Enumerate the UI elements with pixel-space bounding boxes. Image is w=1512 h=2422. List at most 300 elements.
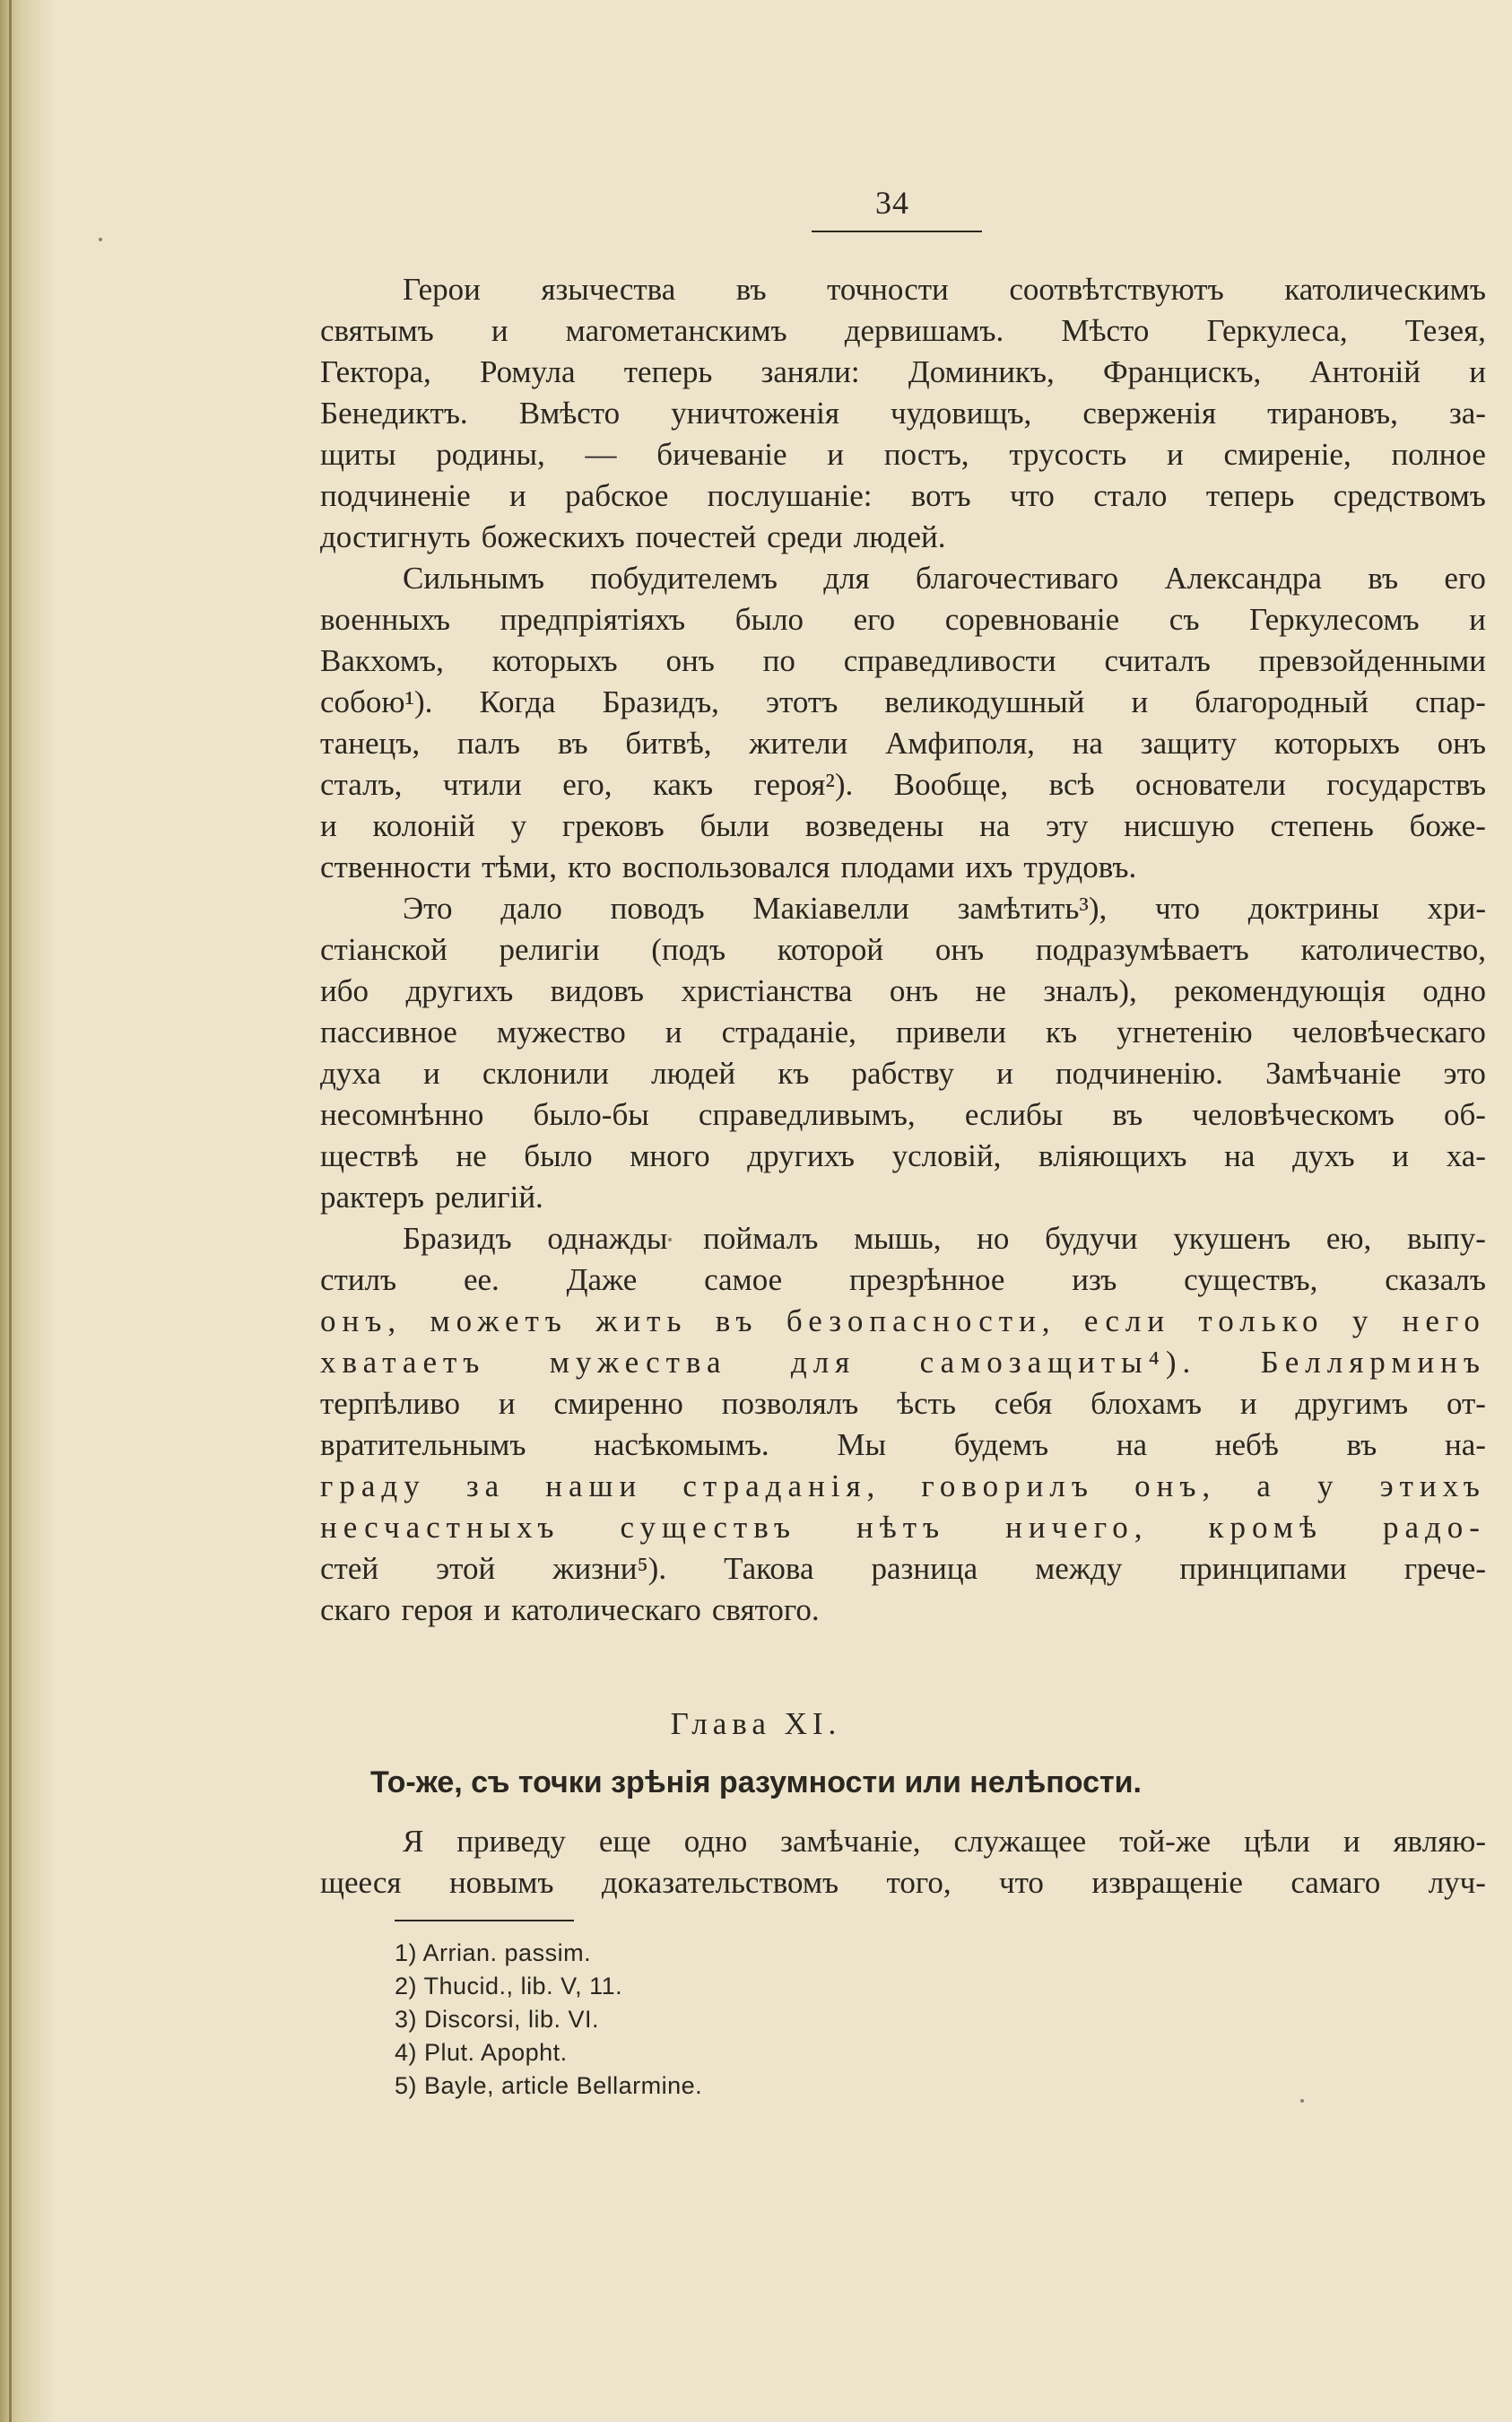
body-line [320,1218,1486,1259]
chapter-line [320,1821,1486,1862]
word: Гектора, [320,354,431,389]
word: теперь [1205,478,1295,513]
word: щиты [320,437,396,472]
binding-line [9,0,12,2422]
word: грече- [1403,1551,1486,1586]
word: блохамъ [1091,1386,1202,1421]
word: онъ [934,932,985,967]
word: людей. [853,519,946,554]
word: божескихъ [481,519,625,554]
word: рактеръ [320,1180,425,1215]
word: святого. [711,1592,820,1627]
word: подчиненію. [1055,1056,1223,1091]
paper-speck [99,238,102,241]
word: въ [1346,1427,1377,1462]
word: великодушный [884,684,1085,719]
word: полное [1391,437,1486,472]
word: позволялъ [721,1386,859,1421]
word: пассивное [320,1015,457,1050]
word: а [1256,1468,1277,1503]
word: ха- [1446,1138,1486,1173]
word: рекомендующія [1174,973,1386,1008]
word: уничтоженія [671,396,839,431]
word: Францискъ, [1103,354,1262,389]
word: существъ [620,1510,796,1545]
word: и [1167,437,1184,472]
word: Доминикъ, [908,354,1055,389]
body-line [320,1053,1486,1094]
word: и [1469,602,1486,637]
word: приведу [456,1824,566,1859]
footnotes [395,1937,702,2103]
body-line [320,1342,1486,1383]
word: только [1198,1303,1325,1338]
body-line [320,929,1486,971]
word: ее. [463,1262,500,1297]
word: и [1392,1138,1410,1173]
word: боже- [1409,808,1486,843]
word: благочестиваго [915,561,1119,596]
word: что [1155,891,1200,926]
word: средствомъ [1333,478,1486,513]
word: его, [562,767,613,802]
word: щееся [320,1865,402,1900]
word: одно [683,1824,748,1859]
word: въ [735,272,767,307]
word: луч- [1428,1865,1486,1900]
word: Амфиполя, [885,726,1035,761]
word: хватаетъ [320,1345,486,1380]
word: у [510,808,527,843]
word: язычества [541,272,676,307]
word: Это [403,891,453,926]
word: еще [598,1824,651,1859]
body-line [320,434,1486,475]
word: на- [1445,1427,1486,1462]
word: степень [1270,808,1374,843]
word: служащее [953,1824,1087,1859]
word: теперь [623,354,713,389]
word: цѣли [1243,1824,1310,1859]
word: этихъ [1379,1468,1486,1503]
word: одно [1422,973,1486,1008]
word: поймалъ [703,1221,819,1256]
word: угнетенію [1117,1015,1253,1050]
word: и [483,1592,501,1627]
body-line [320,352,1486,393]
word: Замѣчаніе [1265,1056,1402,1091]
word: выпу- [1406,1221,1486,1256]
word: изъ [1072,1262,1117,1297]
word: скаго [320,1592,391,1627]
word: Тезея, [1404,313,1486,348]
word: соотвѣтствуютъ [1009,272,1224,307]
body-line [320,310,1486,352]
word: условій, [891,1138,1002,1173]
word: другихъ [405,973,514,1008]
body-line [320,640,1486,682]
word: будучи [1045,1221,1138,1256]
word: и [1343,1824,1360,1859]
body-line [320,1136,1486,1177]
word: хри- [1427,891,1486,926]
word: Бразидъ [403,1221,512,1256]
word: Сильнымъ [403,561,544,596]
word: которыхъ [1273,726,1400,761]
footnote-item: 3) Discorsi, lib. VI. [395,2006,600,2033]
body-line [320,1094,1486,1136]
word: кромѣ [1208,1510,1323,1545]
word: презрѣнное [848,1262,1005,1297]
word: въ [1112,1097,1143,1132]
footnote-item: 2) Thucid., lib. V, 11. [395,1973,623,1999]
word: колоній [372,808,475,843]
footnote-item: 1) Arrian. passim. [395,1939,592,1966]
word: можетъ [430,1303,568,1338]
word: на [1224,1138,1256,1173]
word: жить [595,1303,688,1338]
word: онъ, [320,1303,403,1338]
word: у [1316,1468,1340,1503]
word: страданія, [682,1468,882,1503]
word: укушенъ [1173,1221,1291,1256]
word: людей [651,1056,736,1091]
word: съ [1169,602,1200,637]
word: ибо [320,973,369,1008]
word: соревнованіе [944,602,1120,637]
word: были [700,808,769,843]
word: мышь, [854,1221,942,1256]
word: Когда [479,684,556,719]
word: Мѣсто [1061,313,1150,348]
word: родины, [436,437,545,472]
word: точности [827,272,949,307]
word: по [762,643,795,678]
word: грековъ [561,808,665,843]
body-line [320,723,1486,764]
word: терпѣливо [320,1386,461,1421]
word: справедливымъ, [698,1097,916,1132]
word: сверженія [1082,396,1217,431]
word: для [823,561,870,596]
word: принципами [1179,1551,1347,1586]
word: будемъ [953,1427,1049,1462]
word: къ [778,1056,810,1091]
word: и [996,1056,1013,1091]
word: рабству [851,1056,954,1091]
word: онъ [889,973,939,1008]
word: видовъ [550,973,644,1008]
word: на [1072,726,1103,761]
word: подчиненіе [320,478,471,513]
word: не [975,973,1006,1008]
word: Герои [403,272,481,307]
word: зналъ), [1043,973,1137,1008]
body-line [320,1301,1486,1342]
body-line [320,1590,1486,1631]
word: въ [557,726,588,761]
word: Вмѣсто [518,396,621,431]
word: бичеваніе [656,437,787,472]
word: и [1131,684,1149,719]
word: — [585,437,617,472]
word: извращеніе [1091,1865,1243,1900]
word: религій. [435,1180,543,1215]
body-line [320,806,1486,847]
word: католическаго [511,1592,701,1627]
word: считалъ [1104,643,1211,678]
word: вотъ [910,478,971,513]
word: ихъ [965,849,1013,884]
word: Я [403,1824,424,1859]
page-number-rule [812,231,982,232]
word: тирановъ, [1267,396,1398,431]
word: стилъ [320,1262,397,1297]
word: всѣ [1048,767,1095,802]
word: смиренно [553,1386,683,1421]
word: духъ [1292,1138,1355,1173]
word: несчастныхъ [320,1510,560,1545]
main-text [320,269,1486,1631]
word: Беллярминъ [1260,1345,1486,1380]
word: ѣсть [897,1386,956,1421]
word: несомнѣнно [320,1097,484,1132]
chapter-subtitle: То-же, съ точки зрѣнія разумности или нелѣпости. [370,1765,1142,1799]
body-line [320,558,1486,599]
word: святымъ [320,313,434,348]
word: было [524,1138,593,1173]
word: Такова [724,1551,814,1586]
word: вліяющихъ [1038,1138,1187,1173]
word: подразумѣваетъ [1035,932,1249,967]
word: человѣческомъ [1192,1097,1395,1132]
word: Бенедиктъ. [320,396,468,431]
word: государствъ [1326,767,1486,802]
body-line [320,1548,1486,1590]
body-line [320,1466,1486,1507]
word: Даже [566,1262,638,1297]
word: христіанства [681,973,853,1008]
word: (подъ [651,932,726,967]
word: трусость [1009,437,1127,472]
word: битвѣ, [625,726,712,761]
word: и [509,478,526,513]
word: говорилъ [921,1468,1094,1503]
word: Александра [1164,561,1322,596]
word: собою¹). [320,684,433,719]
footnote-rule [395,1920,574,1921]
word: ществѣ [320,1138,419,1173]
word: самозащиты⁴). [919,1345,1197,1380]
word: послушаніе: [707,478,873,513]
word: самое [704,1262,783,1297]
word: Мы [837,1427,887,1462]
word: и [1469,354,1486,389]
word: религіи [499,932,600,967]
body-line [320,269,1486,310]
word: но [977,1221,1010,1256]
word: ничего, [1005,1510,1149,1545]
word: танецъ, [320,726,421,761]
word: жизни⁵). [552,1551,667,1586]
word: постъ, [883,437,969,472]
word: Геркулеса, [1206,313,1348,348]
page-number: 34 [875,185,909,221]
word: радо- [1382,1510,1486,1545]
word: разница [871,1551,978,1586]
word: этой [436,1551,496,1586]
word: Вакхомъ, [320,643,444,678]
chapter-text [320,1821,1486,1904]
word: достигнуть [320,519,471,554]
word: граду [320,1468,426,1503]
word: наши [545,1468,643,1503]
word: много [630,1138,710,1173]
body-line [320,475,1486,517]
word: между [1035,1551,1123,1586]
body-line [320,393,1486,434]
body-line [320,1012,1486,1053]
word: на [979,808,1011,843]
word: Вообще, [893,767,1009,802]
word: эту [1046,808,1089,843]
word: почестей [635,519,757,554]
body-line [320,1424,1486,1466]
word: кто [568,849,612,884]
word: ственности [320,849,472,884]
word: справедливости [843,643,1056,678]
word: страданіе, [721,1015,856,1050]
body-line [320,1507,1486,1548]
word: дервишамъ. [844,313,1004,348]
word: склонили [482,1056,610,1091]
word: что [999,1865,1044,1900]
footnote-item: 4) Plut. Apopht. [395,2039,568,2066]
word: доктрины [1247,891,1379,926]
body-line [320,1177,1486,1218]
word: и [1239,1386,1257,1421]
word: смиреніе, [1223,437,1351,472]
word: это [1443,1056,1486,1091]
word: сказалъ [1385,1262,1486,1297]
word: его [853,602,896,637]
chapter-line [320,1862,1486,1904]
word: об- [1443,1097,1486,1132]
word: что [1010,478,1055,513]
word: того, [886,1865,952,1900]
word: дало [500,891,562,926]
word: было-бы [533,1097,649,1132]
word: однажды [547,1221,668,1256]
body-line [320,682,1486,723]
paper-speck [1300,2099,1304,2103]
word: основатели [1134,767,1286,802]
word: стіанской [320,932,448,967]
word: жители [749,726,848,761]
paper-speck [668,1238,672,1241]
word: которой [777,932,884,967]
footnote-item: 5) Bayle, article Bellarmine. [395,2072,703,2099]
word: и [423,1056,440,1091]
word: стей [320,1551,379,1586]
word: от- [1446,1386,1486,1421]
word: плодами [840,849,955,884]
word: Антоній [1309,354,1421,389]
word: благородный [1195,684,1369,719]
word: поводъ [610,891,705,926]
word: за [465,1468,506,1503]
word: Ромула [479,354,576,389]
word: рабское [565,478,669,513]
word: къ [1046,1015,1078,1050]
word: и [491,313,508,348]
body-line [320,971,1486,1012]
word: для [790,1345,856,1380]
word: заняли: [760,354,860,389]
body-line [320,517,1486,558]
word: предпріятіяхъ [500,602,686,637]
word: этотъ [766,684,839,719]
word: другихъ [747,1138,855,1173]
word: себя [994,1386,1053,1421]
word: на [1116,1427,1148,1462]
word: другимъ [1295,1386,1409,1421]
word: той-же [1119,1824,1212,1859]
word: магометанскимъ [565,313,787,348]
word: насѣкомымъ. [594,1427,769,1462]
word: Макіавелли [752,891,909,926]
word: нисшую [1124,808,1235,843]
body-line [320,764,1486,806]
word: мужества [549,1345,727,1380]
word: если [1083,1303,1171,1338]
word: вратительнымъ [320,1427,526,1462]
word: не [456,1138,487,1173]
word: человѣческаго [1291,1015,1486,1050]
word: трудовъ. [1023,849,1137,884]
word: замѣчаніе, [780,1824,921,1859]
word: самаго [1290,1865,1381,1900]
word: въ [715,1303,759,1338]
word: являю- [1393,1824,1486,1859]
word: стало [1093,478,1168,513]
word: военныхъ [320,602,450,637]
word: и [665,1015,682,1050]
word: его [1444,561,1486,596]
body-line [320,1259,1486,1301]
word: нѣтъ [856,1510,946,1545]
word: и [498,1386,516,1421]
word: среди [767,519,843,554]
word: было [734,602,804,637]
word: какъ [652,767,714,802]
word: безопасности, [786,1303,1056,1338]
body-line [320,599,1486,640]
word: духа [320,1056,381,1091]
word: которыхъ [491,643,618,678]
body-line [320,1383,1486,1424]
word: доказательствомъ [601,1865,839,1900]
word: защиту [1140,726,1238,761]
word: мужество [496,1015,626,1050]
word: онъ [665,643,715,678]
word: тѣми, [482,849,558,884]
word: привели [895,1015,1006,1050]
word: католичество, [1300,932,1486,967]
word: онъ, [1134,1468,1217,1503]
word: ею, [1325,1221,1372,1256]
word: побудителемъ [590,561,778,596]
